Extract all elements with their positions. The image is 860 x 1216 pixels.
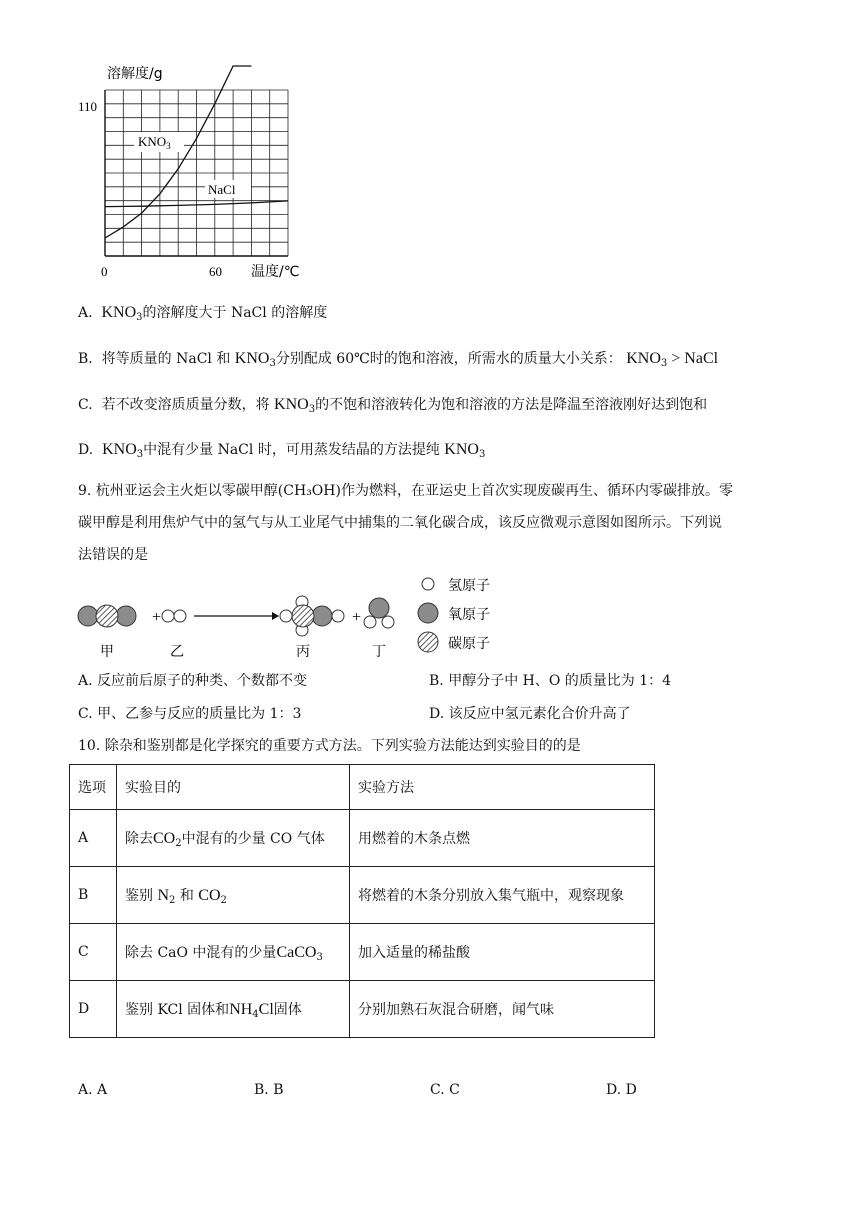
q9-stem-line-3: 法错误的是 bbox=[78, 547, 148, 563]
reaction-arrow-head bbox=[272, 612, 279, 620]
legend-carbon-icon bbox=[418, 632, 438, 652]
q9-stem-line-1: 9. 杭州亚运会主火炬以零碳甲醇(CH₃OH)作为燃料，在亚运史上首次实现废碳再生、循环内零碳排放。零 bbox=[78, 483, 733, 499]
y-axis-label: 溶解度/g bbox=[107, 66, 163, 82]
row-goal: 鉴别 $N_2$ 和 $CO_2$ bbox=[117, 867, 350, 924]
water-molecule bbox=[364, 598, 394, 628]
q9-stem-line-2: 碳甲醇是利用焦炉气中的氢气与从工业尾气中捕集的二氧化碳合成，该反应微观示意图如图所示。下列说 bbox=[78, 515, 722, 531]
experiment-table bbox=[69, 764, 655, 1038]
table-row bbox=[70, 867, 655, 924]
label-ding: 丁 bbox=[372, 644, 386, 660]
legend-hydrogen-icon bbox=[422, 578, 434, 590]
legend-carbon-label: 碳原子 bbox=[448, 636, 490, 652]
header-goal: 实验目的 bbox=[117, 765, 350, 810]
reaction-diagram bbox=[76, 572, 516, 664]
q10-stem: 10. 除杂和鉴别都是化学探究的重要方式方法。下列实验方法能达到实验目的的是 bbox=[78, 738, 581, 754]
q8-option-a: A. $KNO_3$的溶解度大于 NaCl 的溶解度 bbox=[78, 304, 328, 323]
legend-oxygen-label: 氧原子 bbox=[448, 607, 490, 623]
q9-option-d: D. 该反应中氢元素化合价升高了 bbox=[429, 706, 631, 722]
nacl-label: NaCl bbox=[208, 182, 236, 197]
plus-sign: + bbox=[152, 609, 162, 626]
x-axis-label: 温度/℃ bbox=[251, 264, 300, 280]
oxygen-atom bbox=[369, 598, 389, 618]
row-option: D bbox=[70, 981, 117, 1038]
q10-choice-c: C. C bbox=[430, 1082, 460, 1098]
hydrogen-atom bbox=[364, 616, 376, 628]
label-bing: 丙 bbox=[296, 644, 310, 660]
x-tick-0: 0 bbox=[101, 264, 108, 279]
q9-option-a: A. 反应前后原子的种类、个数都不变 bbox=[78, 673, 308, 689]
plus-sign: + bbox=[352, 609, 362, 626]
h2-molecule bbox=[162, 610, 186, 622]
legend-hydrogen-label: 氢原子 bbox=[448, 578, 490, 594]
carbon-atom bbox=[292, 605, 314, 627]
oxygen-atom bbox=[312, 606, 332, 626]
kno3-label: $KNO_3$ bbox=[138, 134, 171, 151]
q10-choice-a: A. A bbox=[78, 1082, 108, 1098]
solubility-chart bbox=[70, 60, 310, 286]
legend-oxygen-icon bbox=[418, 603, 438, 623]
table-row bbox=[70, 981, 655, 1038]
carbon-atom bbox=[96, 605, 118, 627]
header-option: 选项 bbox=[70, 765, 117, 810]
row-goal: 除去 CaO 中混有的少量CaCO$_3$ bbox=[117, 924, 350, 981]
hydrogen-atom bbox=[382, 616, 394, 628]
co2-molecule bbox=[78, 605, 136, 627]
q9-option-c: C. 甲、乙参与反应的质量比为 1：3 bbox=[78, 706, 302, 722]
row-method: 将燃着的木条分别放入集气瓶中，观察现象 bbox=[350, 867, 655, 924]
header-method: 实验方法 bbox=[350, 765, 655, 810]
row-method: 用燃着的木条点燃 bbox=[350, 810, 655, 867]
row-goal: 除去$CO_2$中混有的少量 CO 气体 bbox=[117, 810, 350, 867]
oxygen-atom bbox=[78, 606, 98, 626]
chart-grid bbox=[105, 90, 288, 256]
q8-option-b: B. 将等质量的 NaCl 和 $KNO_3$分别配成 60℃时的饱和溶液，所需水的质量大小关系： $KNO_3$ > NaCl bbox=[78, 350, 719, 369]
methanol-molecule bbox=[280, 596, 344, 636]
q10-choice-b: B. B bbox=[254, 1082, 284, 1098]
x-tick-60: 60 bbox=[209, 264, 222, 279]
row-goal: 鉴别 KCl 固体和$NH_4Cl$固体 bbox=[117, 981, 350, 1038]
row-option: B bbox=[70, 867, 117, 924]
hydrogen-atom bbox=[162, 610, 174, 622]
row-option: C bbox=[70, 924, 117, 981]
hydrogen-atom bbox=[280, 610, 292, 622]
q10-choice-d: D. D bbox=[606, 1082, 637, 1098]
label-yi: 乙 bbox=[170, 644, 184, 660]
row-method: 分别加熟石灰混合研磨，闻气味 bbox=[350, 981, 655, 1038]
q8-option-d: D. $KNO_3$中混有少量 NaCl 时，可用蒸发结晶的方法提纯 $KNO_3$ bbox=[78, 441, 486, 460]
row-method: 加入适量的稀盐酸 bbox=[350, 924, 655, 981]
table-row bbox=[70, 924, 655, 981]
row-option: A bbox=[70, 810, 117, 867]
y-tick-110: 110 bbox=[78, 99, 98, 114]
hydrogen-atom bbox=[332, 610, 344, 622]
table-row bbox=[70, 810, 655, 867]
q8-option-c: C. 若不改变溶质质量分数，将 $KNO_3$的不饱和溶液转化为饱和溶液的方法是降温至溶液刚好达到饱和 bbox=[78, 396, 708, 415]
label-jia: 甲 bbox=[100, 644, 114, 660]
table-header-row bbox=[70, 765, 655, 810]
q9-option-b: B. 甲醇分子中 H、O 的质量比为 1：4 bbox=[429, 673, 672, 689]
hydrogen-atom bbox=[174, 610, 186, 622]
oxygen-atom bbox=[116, 606, 136, 626]
